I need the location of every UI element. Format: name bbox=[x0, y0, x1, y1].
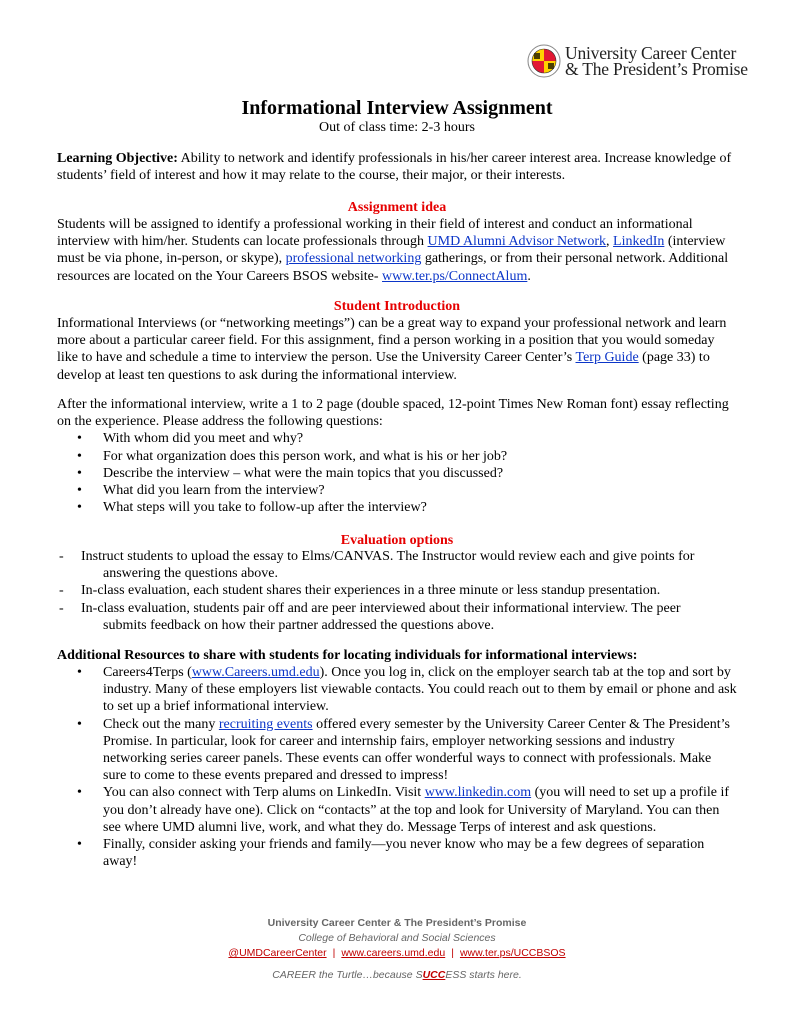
list-item: • Finally, consider asking your friends and family—you never know who may be a few degrees of separation away! bbox=[57, 836, 737, 870]
list-item: • What steps will you take to follow-up after the interview? bbox=[57, 499, 737, 516]
intro-text-1: Informational Interviews (or “networking meetings”) can be a great way to expand your professional network and learn more about a particular career field. For this assignment, find a person working in a position that you would someday like to have and schedule a time to interview the person. Use the University Career Center’s bbox=[57, 316, 727, 366]
page-footer bbox=[57, 916, 737, 983]
connect-alum-link[interactable]: www.ter.ps/ConnectAlum bbox=[382, 268, 528, 284]
terp-guide-link[interactable]: Terp Guide bbox=[575, 350, 639, 366]
evaluation-list bbox=[57, 548, 737, 634]
learning-objective bbox=[57, 150, 737, 184]
list-item bbox=[57, 784, 737, 836]
assignment-text-5: . bbox=[527, 268, 531, 284]
assignment-text-3: (interview must be via phone, in-person, or skype), bbox=[57, 234, 726, 267]
resource-3-text-a: You can also connect with Terp alums on LinkedIn. Visit bbox=[103, 785, 425, 801]
uccbsos-link[interactable]: www.ter.ps/UCCBSOS bbox=[459, 947, 566, 959]
linkedin-link[interactable]: LinkedIn bbox=[613, 234, 665, 250]
twitter-handle-link[interactable]: @UMDCareerCenter bbox=[228, 947, 327, 959]
careers-site-link[interactable]: www.careers.umd.edu bbox=[341, 947, 446, 959]
resource-2-text-a: Check out the many bbox=[103, 716, 219, 732]
professional-networking-link[interactable]: professional networking bbox=[285, 251, 422, 267]
tagline-part-a: CAREER the Turtle…because S bbox=[272, 969, 423, 981]
tagline-part-b: ESS starts here. bbox=[445, 969, 522, 981]
question-list bbox=[57, 430, 737, 516]
footer-separator: | bbox=[332, 947, 336, 959]
assignment-text-2: , bbox=[606, 234, 614, 250]
resource-1-text-a: Careers4Terps ( bbox=[103, 665, 192, 680]
essay-instructions bbox=[57, 396, 737, 516]
footer-college: College of Behavioral and Social Sciences bbox=[298, 932, 496, 944]
evaluation-item-1-line-1: Instruct students to upload the essay to Elms/CANVAS. The Instructor would review each and give points for bbox=[81, 549, 695, 564]
evaluation-item-3-line-2: submits feedback on how their partner addressed the questions above. bbox=[103, 617, 495, 633]
student-intro-heading: Student Introduction bbox=[333, 299, 461, 314]
intro-text-2: (page 33) to develop at least ten questions to ask during the informational interview. bbox=[57, 350, 710, 383]
resource-3-text-b: (you will need to set up a profile if you don’t already have one). Click on “contacts” at the top and look for University of Maryland. You can then see where UMD alumni live, work, and what they do. Message Terps of interest and ask questions. bbox=[103, 785, 730, 835]
logo-line-2: & The President’s Promise bbox=[565, 59, 748, 79]
evaluation-heading: Evaluation options bbox=[340, 533, 454, 548]
evaluation-item-2-line-1: In-class evaluation, each student shares their experiences in a three minute or less standup presentation. bbox=[81, 583, 661, 599]
page-subtitle: Out of class time: 2-3 hours bbox=[319, 120, 475, 135]
footer-links bbox=[57, 946, 737, 961]
tagline-ucc: UCC bbox=[422, 969, 446, 981]
essay-instructions-text: After the informational interview, write a 1 to 2 page (double spaced, 12-point Times New Roman font) essay reflecting on the experience. Please address the following questions: bbox=[57, 397, 729, 430]
header-logo bbox=[527, 44, 747, 78]
umd-alumni-advisor-link[interactable]: UMD Alumni Advisor Network bbox=[427, 234, 607, 250]
list-item bbox=[57, 600, 737, 634]
list-item bbox=[57, 582, 737, 599]
evaluation-item-3-line-1: In-class evaluation, students pair off and are peer interviewed about their informational interview. The peer bbox=[81, 600, 681, 616]
page-title: Informational Interview Assignment bbox=[241, 97, 553, 119]
list-item bbox=[57, 716, 737, 785]
resources-list bbox=[57, 664, 737, 870]
logo-text bbox=[565, 45, 748, 77]
careers-umd-link[interactable]: www.Careers.umd.edu bbox=[191, 665, 320, 680]
list-item bbox=[57, 664, 737, 716]
footer-org: University Career Center & The President’s Promise bbox=[267, 917, 527, 929]
footer-tagline bbox=[57, 968, 737, 983]
resources-heading: Additional Resources to share with students for locating individuals for informational interviews: bbox=[57, 648, 638, 663]
footer-separator: | bbox=[451, 947, 454, 959]
linkedin-com-link[interactable]: www.linkedin.com bbox=[424, 785, 532, 801]
list-item bbox=[57, 548, 737, 582]
assignment-text-1: Students will be assigned to identify a professional working in their field of interest and conduct an informational interview with him/her. Students can locate professionals through bbox=[57, 217, 693, 250]
logo-line-1: University Career Center bbox=[565, 43, 737, 63]
student-intro-text bbox=[57, 315, 737, 384]
evaluation-options bbox=[57, 548, 737, 634]
learning-objective-text: Ability to network and identify professionals in his/her career interest area. Increase knowledge of students’ field of interest and how it may relate to the course, their major, or their interests. bbox=[57, 151, 732, 184]
list-item: • What did you learn from the interview? bbox=[57, 482, 737, 499]
assignment-idea-text bbox=[57, 216, 737, 285]
assignment-idea-heading: Assignment idea bbox=[347, 200, 447, 215]
document-page bbox=[57, 0, 748, 1024]
assignment-text-4: gatherings, or from their personal network. Additional resources are located on the Your Careers BSOS website- bbox=[57, 251, 729, 284]
resource-1-text-b: ). Once you log in, click on the employer search tab at the top and sort by industry. Many of these employers list viewable contacts. You could reach out to them by email or phone and ask to set up a brief informational interview. bbox=[103, 665, 737, 715]
list-item: • For what organization does this person work, and what is his or her job? bbox=[57, 448, 737, 465]
list-item: • With whom did you meet and why? bbox=[57, 430, 737, 447]
umd-seal-icon bbox=[527, 44, 561, 78]
learning-objective-label: Learning Objective: bbox=[57, 151, 178, 166]
resource-2-text-b: offered every semester by the University Career Center & The President’s Promise. In particular, look for career and internship fairs, employer networking sessions and industry networking series career panels. These events can offer wonderful ways to connect with professionals. Make sure to come to these events prepared and dressed to impress! bbox=[103, 716, 730, 784]
evaluation-item-1-line-2: answering the questions above. bbox=[103, 566, 278, 582]
list-item: • Describe the interview – what were the main topics that you discussed? bbox=[57, 465, 737, 482]
recruiting-events-link[interactable]: recruiting events bbox=[218, 716, 313, 732]
resources-list-block bbox=[57, 664, 737, 870]
